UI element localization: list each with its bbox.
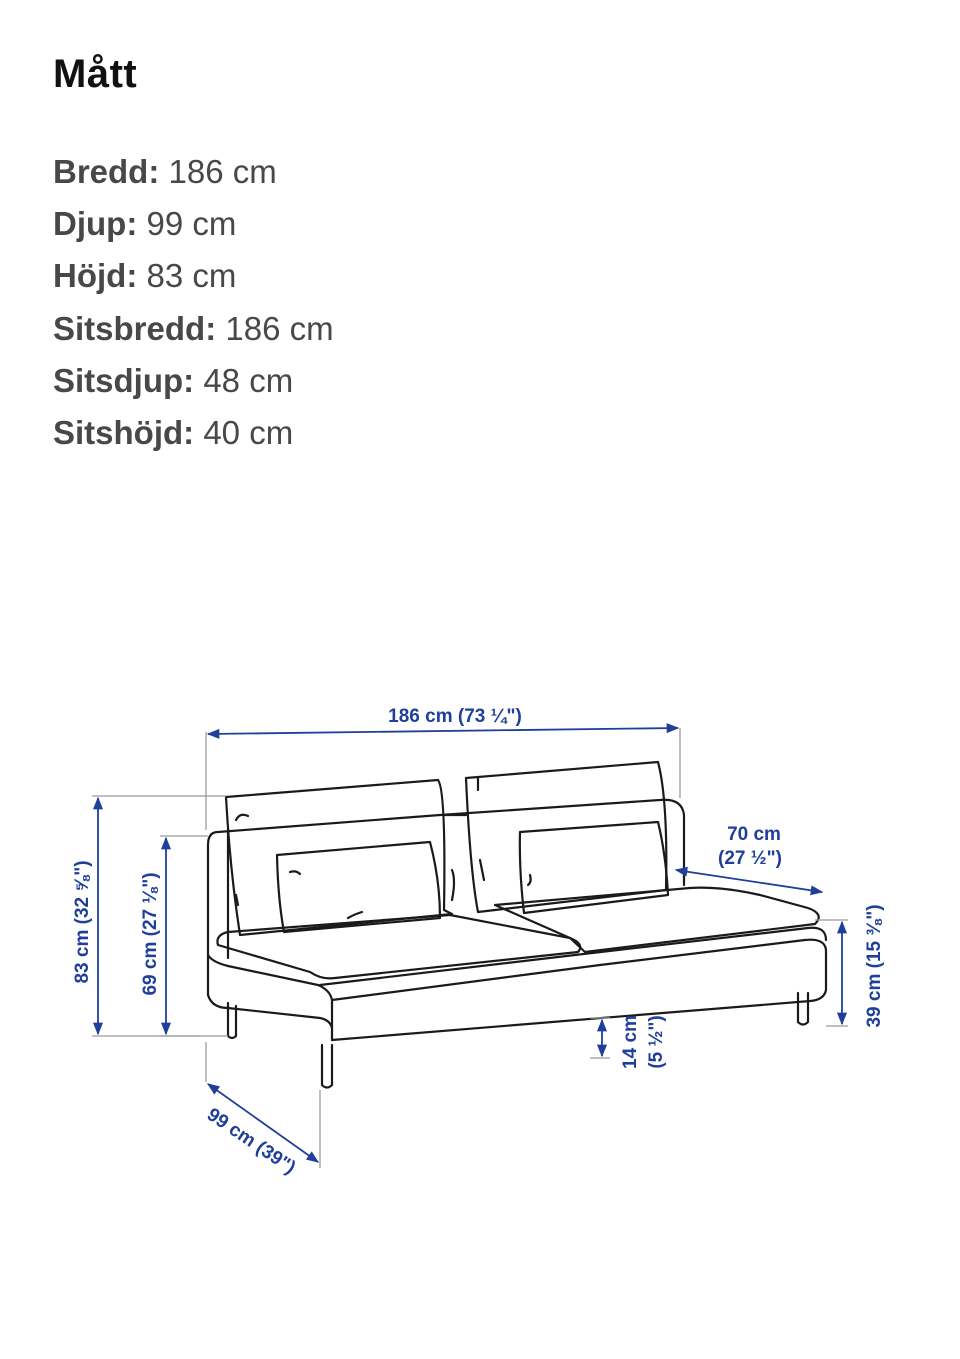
width-dimension-line <box>208 728 678 734</box>
spec-label: Höjd: <box>53 257 138 295</box>
depth-label: 99 cm (39") <box>202 1104 300 1179</box>
spec-label: Sitsdjup: <box>53 361 195 399</box>
back-height-label: 69 cm (27 ⅛") <box>140 872 161 996</box>
leg-height-label-line1: 14 cm <box>620 1015 641 1069</box>
spec-value: 48 cm <box>203 361 294 399</box>
page-title: Mått <box>53 52 138 96</box>
spec-label: Sitsbredd: <box>53 309 217 347</box>
seat-depth-label-line1: 70 cm <box>727 824 781 845</box>
width-label: 186 cm (73 ¼") <box>388 706 522 727</box>
spec-value: 40 cm <box>203 414 294 452</box>
leg-height-label-line2: (5 ½") <box>646 1015 667 1069</box>
dimension-list <box>53 146 334 459</box>
spec-value: 186 cm <box>225 309 334 347</box>
sofa-dimension-diagram <box>0 680 960 1200</box>
spec-value: 99 cm <box>146 205 237 243</box>
spec-row-height <box>53 250 334 302</box>
dimension-lines <box>98 728 842 1162</box>
seat-depth-label-line2: (27 ½") <box>718 848 782 869</box>
total-height-label: 83 cm (32 ⅝") <box>72 860 93 984</box>
spec-value: 83 cm <box>146 257 237 295</box>
spec-label: Djup: <box>53 205 138 243</box>
spec-value: 186 cm <box>168 153 277 190</box>
spec-label: Bredd: <box>53 153 160 190</box>
seat-height-label: 39 cm (15 ⅜") <box>864 904 885 1028</box>
spec-row-seat-depth <box>53 355 334 407</box>
spec-row-seat-height <box>53 407 334 459</box>
spec-label: Sitshöjd: <box>53 414 195 452</box>
spec-row-seat-width <box>53 303 334 355</box>
spec-row-width <box>53 146 334 198</box>
spec-row-depth <box>53 198 334 250</box>
sofa-drawing <box>208 762 826 1088</box>
